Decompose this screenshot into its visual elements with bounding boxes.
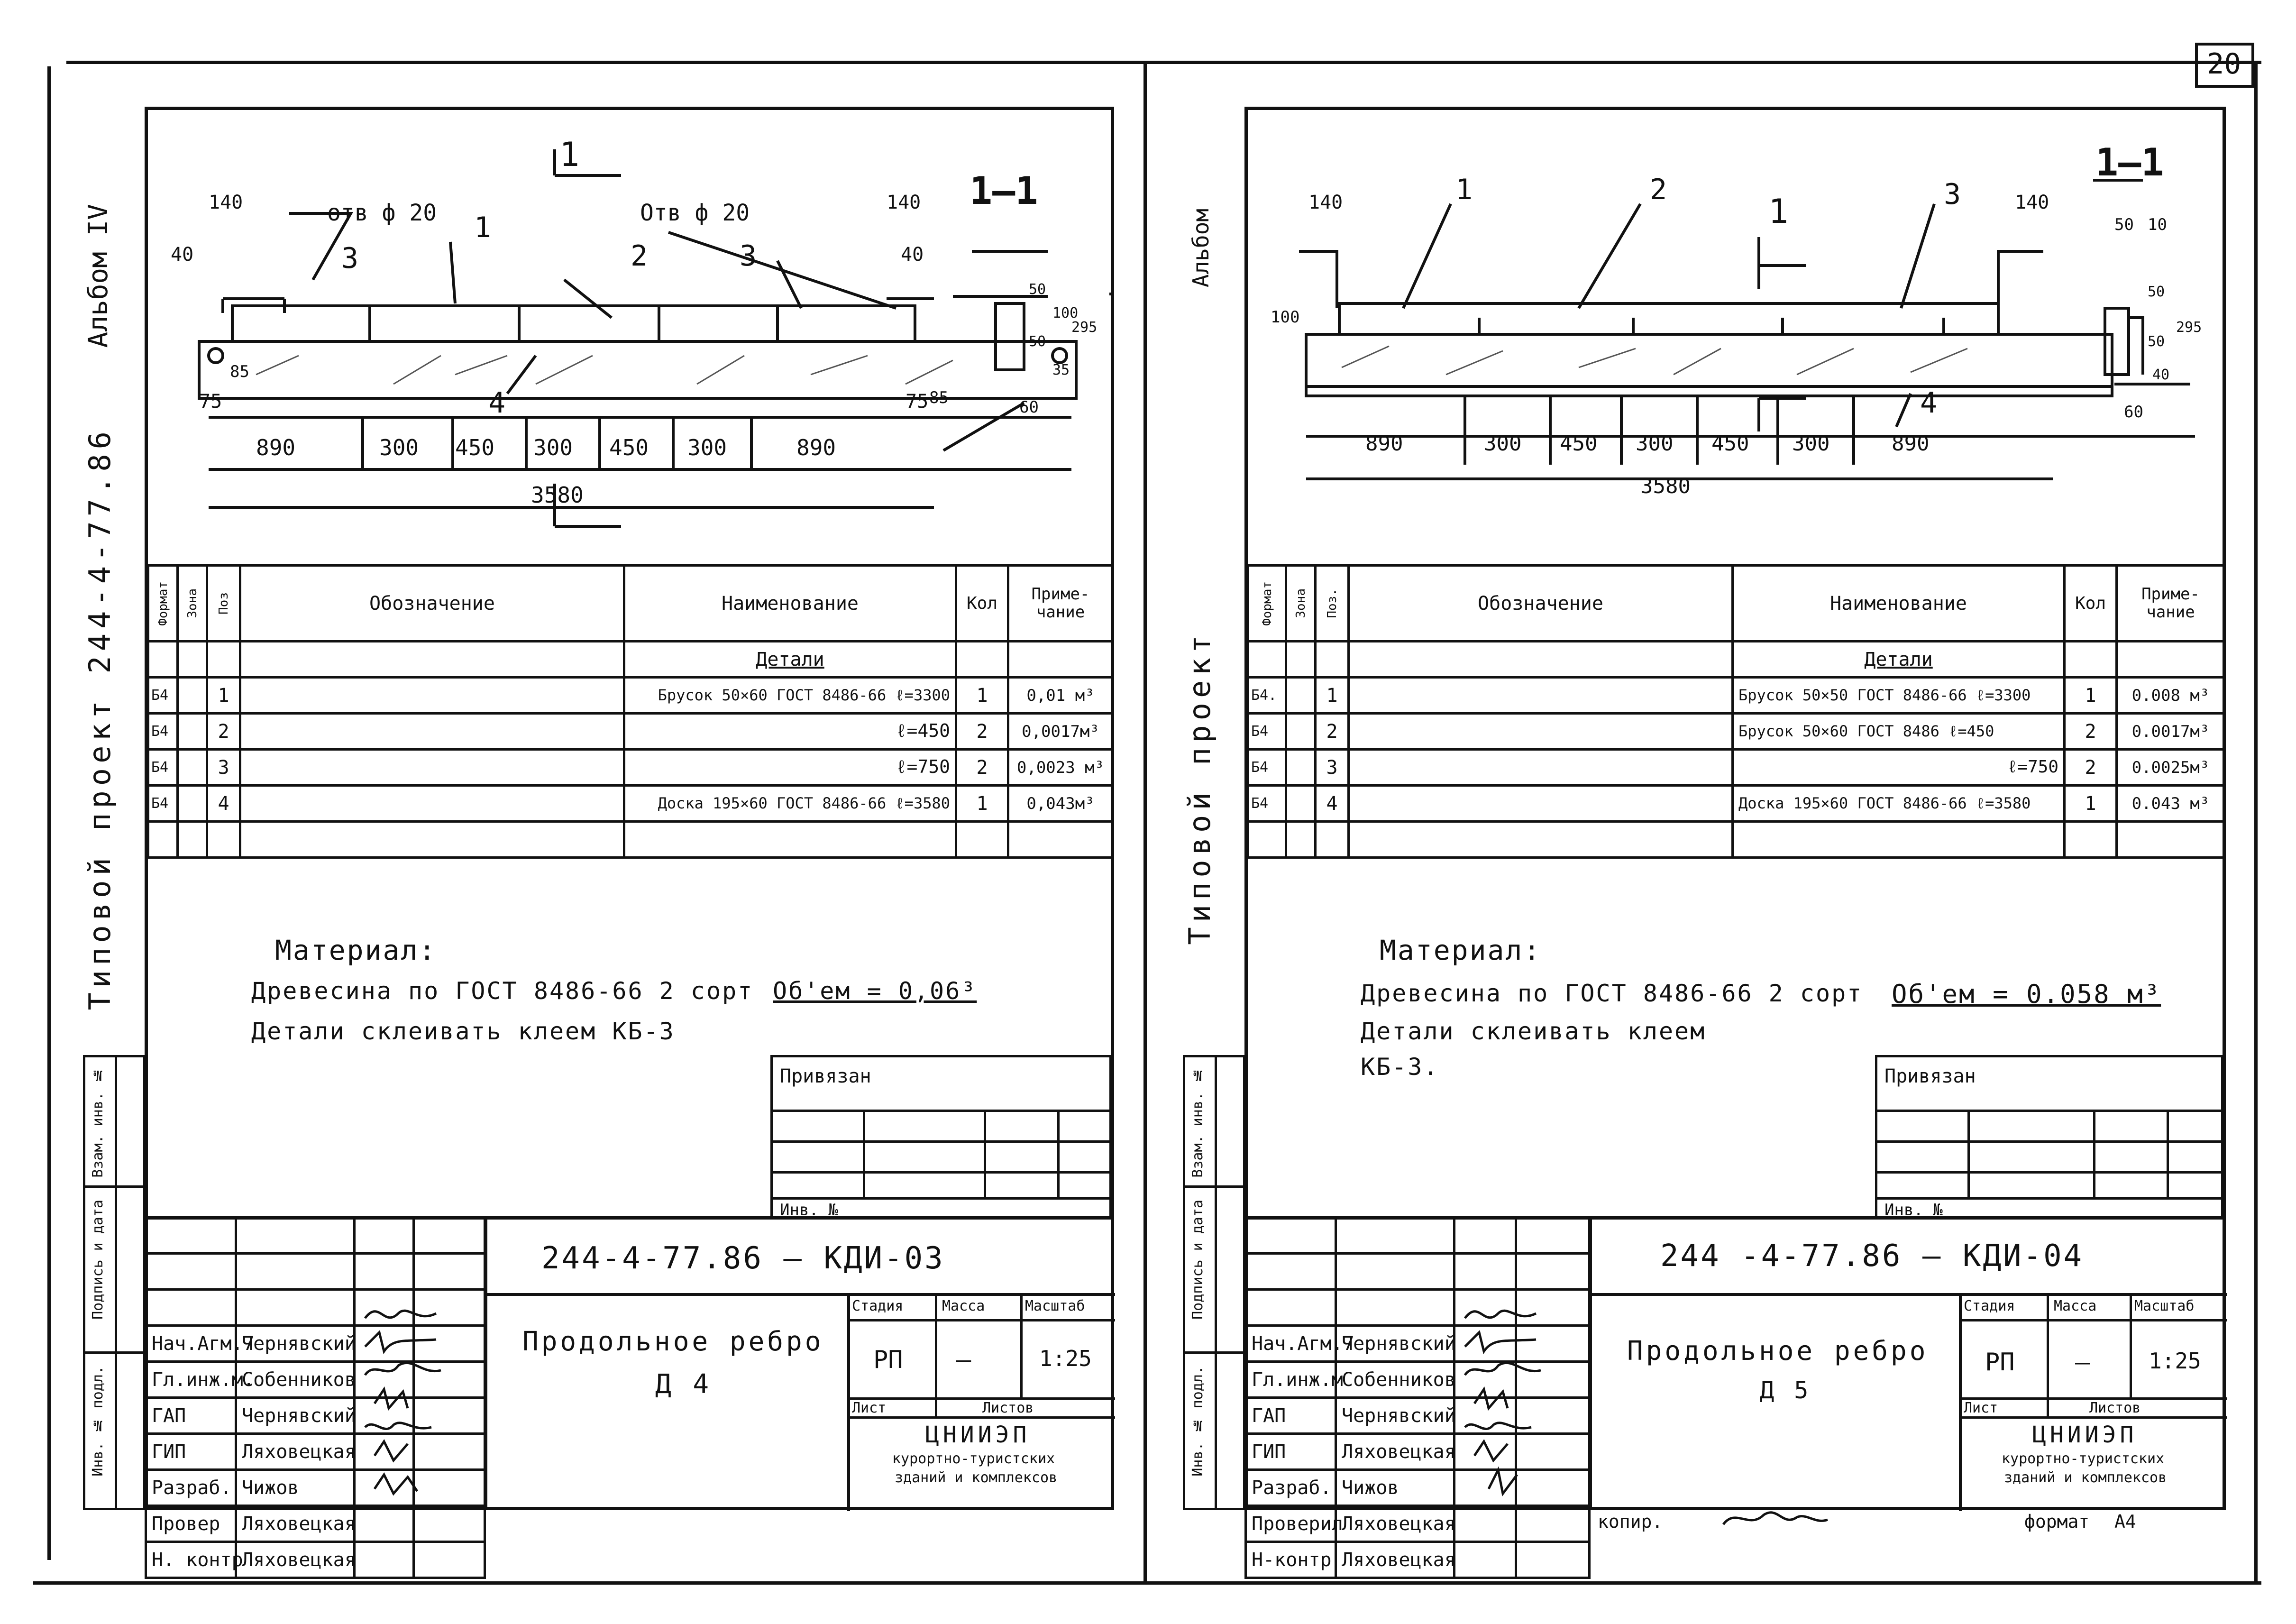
right-r3-format: Б4 xyxy=(1248,750,1286,786)
right-callout-2: 2 xyxy=(1650,173,1667,206)
right-s1-role: Нач.Агм.7 xyxy=(1246,1326,1336,1362)
left-r2-format: Б4 xyxy=(148,714,178,750)
left-r1-name: Брусок 50×60 ГОСТ 8486-66 ℓ=3300 xyxy=(624,678,956,714)
left-r2-qty: 2 xyxy=(956,714,1008,750)
left-org-3: зданий и комплексов xyxy=(895,1469,1058,1486)
left-s3-name: Чернявский xyxy=(236,1398,355,1434)
left-s6-role: Провер xyxy=(146,1506,236,1542)
left-spec-table xyxy=(147,564,1114,859)
right-r4-format: Б4 xyxy=(1248,786,1286,822)
left-side-album: Альбом IV xyxy=(83,204,114,348)
left-material-title: Материал: xyxy=(275,934,437,966)
left-sdim-2: 50 xyxy=(1029,333,1046,350)
left-stage-h3: Масштаб xyxy=(1025,1298,1085,1314)
left-hole-label-1: отв ф 20 xyxy=(327,200,437,226)
format-value: А4 xyxy=(2114,1511,2136,1532)
left-spec-group: Детали xyxy=(624,642,956,678)
left-drawing xyxy=(147,109,1112,564)
right-callout-4: 4 xyxy=(1920,386,1938,420)
right-r3-qty: 2 xyxy=(2065,750,2117,786)
left-r1-qty: 1 xyxy=(956,678,1008,714)
left-h-pos: Поз xyxy=(216,592,231,615)
table-row xyxy=(1248,750,2225,786)
right-r3-name: ℓ=750 xyxy=(1733,750,2065,786)
right-callout-3: 3 xyxy=(1944,178,1961,211)
table-row xyxy=(148,714,1113,750)
left-sdim-6: 35 xyxy=(1052,362,1070,378)
left-dim-85b: 85 xyxy=(929,388,949,407)
right-stage-v2: — xyxy=(2075,1348,2090,1376)
left-dim-40b: 40 xyxy=(901,244,924,266)
right-r2-pos: 2 xyxy=(1316,714,1349,750)
left-r2-name: ℓ=450 xyxy=(624,714,956,750)
right-r2-qty: 2 xyxy=(2065,714,2117,750)
right-sdim-6: 40 xyxy=(2152,367,2170,383)
right-material-line3: КБ-3. xyxy=(1361,1053,1439,1081)
left-stage-v3: 1:25 xyxy=(1039,1346,1092,1371)
right-stage-v1: РП xyxy=(1985,1348,2015,1376)
right-volume: Об'ем = 0.058 м³ xyxy=(1892,979,2161,1009)
right-s2-role: Гл.инж.м xyxy=(1246,1362,1336,1398)
left-s4-role: ГИП xyxy=(146,1434,236,1470)
right-r3-pos: 3 xyxy=(1316,750,1349,786)
left-sheet-label: Лист xyxy=(852,1400,887,1416)
right-stage-v3: 1:25 xyxy=(2149,1348,2201,1374)
right-stage-h2: Масса xyxy=(2054,1298,2097,1314)
right-spec-table xyxy=(1247,564,2226,859)
left-side-project: Типовой проект 244-4-77.86 xyxy=(82,427,117,1010)
table-row xyxy=(1248,678,2225,714)
right-h-name: Наименование xyxy=(1733,566,2065,642)
right-r2-note: 0.0017м³ xyxy=(2117,714,2225,750)
left-stage-h1: Стадия xyxy=(852,1298,904,1314)
left-inv-no: Инв. № xyxy=(780,1201,838,1220)
left-section-mark: 1 xyxy=(559,135,580,174)
right-inv-no: Инв. № xyxy=(1884,1201,1943,1220)
left-bdim-6: 300 xyxy=(687,435,727,460)
right-r2-format: Б4 xyxy=(1248,714,1286,750)
right-s6-name: Ляховецкая xyxy=(1336,1506,1454,1542)
table-row xyxy=(148,750,1113,786)
right-s2-name: Собенников xyxy=(1336,1362,1454,1398)
right-sheet-label: Лист xyxy=(1964,1400,1998,1416)
right-sdim-2: 10 xyxy=(2148,215,2167,234)
left-org-1: ЦНИИЭП xyxy=(925,1422,1031,1448)
left-material-line2: Детали склеивать клеем КБ-3 xyxy=(251,1018,675,1045)
left-dim-140a: 140 xyxy=(209,192,243,213)
left-doc-title: Продольное ребро xyxy=(522,1326,824,1357)
left-s7-role: Н. контр xyxy=(146,1542,236,1578)
left-privyazan: Привязан xyxy=(780,1065,871,1087)
left-r4-note: 0,043м³ xyxy=(1008,786,1113,822)
right-r1-name: Брусок 50×50 ГОСТ 8486-66 ℓ=3300 xyxy=(1733,678,2065,714)
left-stage-v1: РП xyxy=(873,1346,903,1374)
outer-left-line xyxy=(47,66,51,1560)
outer-right-line xyxy=(2254,61,2258,1583)
left-h-qty: Кол xyxy=(956,566,1008,642)
right-section-title: 1—1 xyxy=(2095,140,2164,184)
left-doc-subtitle: Д 4 xyxy=(655,1369,712,1400)
left-h-format: Формат xyxy=(156,581,170,626)
right-org-3: зданий и комплексов xyxy=(2004,1469,2167,1486)
left-stage-h2: Масса xyxy=(942,1298,985,1314)
right-dim-140b: 140 xyxy=(2015,192,2049,213)
right-doc-code: 244 -4-77.86 – КДИ-04 xyxy=(1660,1239,2084,1274)
left-s1-role: Нач.Агм.7 xyxy=(146,1326,236,1362)
right-s3-name: Чернявский xyxy=(1336,1398,1454,1434)
right-sdim-3: 50 xyxy=(2148,284,2165,300)
left-dim-40a: 40 xyxy=(171,244,194,266)
outer-top-line xyxy=(66,61,2261,64)
right-s5-name: Чижов xyxy=(1336,1470,1454,1506)
page-number: 20 xyxy=(2207,47,2241,81)
right-bdim-2: 300 xyxy=(1484,431,1522,456)
table-row xyxy=(1248,714,2225,750)
left-sdim-1: 50 xyxy=(1029,281,1046,298)
left-r1-format: Б4 xyxy=(148,678,178,714)
left-r1-note: 0,01 м³ xyxy=(1008,678,1113,714)
left-h-name: Наименование xyxy=(624,566,956,642)
right-sheets-label: Листов xyxy=(2089,1400,2141,1416)
table-row xyxy=(148,786,1113,822)
right-s4-name: Ляховецкая xyxy=(1336,1434,1454,1470)
right-h-pos: Поз. xyxy=(1325,588,1339,618)
left-r4-qty: 1 xyxy=(956,786,1008,822)
table-row xyxy=(148,678,1113,714)
right-s4-role: ГИП xyxy=(1246,1434,1336,1470)
right-bdim-1: 890 xyxy=(1365,431,1403,456)
right-r1-format: Б4. xyxy=(1248,678,1286,714)
left-callout-2: 2 xyxy=(631,239,648,273)
left-r4-format: Б4 xyxy=(148,786,178,822)
right-sdim-5: 295 xyxy=(2176,319,2202,336)
left-s6-name: Ляховецкая xyxy=(236,1506,355,1542)
left-h-note: Приме-чание xyxy=(1008,566,1113,642)
left-h-zone: Зона xyxy=(185,588,200,618)
left-doc-code: 244-4-77.86 – КДИ-03 xyxy=(541,1241,945,1276)
left-stamp-vzam: Взам. инв. № xyxy=(90,1067,106,1178)
right-section-mark: 1 xyxy=(1768,192,1789,231)
left-r3-note: 0,0023 м³ xyxy=(1008,750,1113,786)
left-dim-85a: 85 xyxy=(230,362,249,381)
right-s7-name: Ляховецкая xyxy=(1336,1542,1454,1578)
left-r3-format: Б4 xyxy=(148,750,178,786)
right-r1-pos: 1 xyxy=(1316,678,1349,714)
right-doc-subtitle: Д 5 xyxy=(1760,1376,1811,1404)
left-volume: Об'ем = 0,06³ xyxy=(773,977,977,1005)
left-r3-qty: 2 xyxy=(956,750,1008,786)
right-r4-name: Доска 195×60 ГОСТ 8486-66 ℓ=3580 xyxy=(1733,786,2065,822)
left-bdim-4: 300 xyxy=(533,435,573,460)
left-sdim-3: 100 xyxy=(1052,305,1079,321)
right-bdim-7: 890 xyxy=(1892,431,1930,456)
right-bdim-6: 300 xyxy=(1792,431,1830,456)
left-sheets-label: Листов xyxy=(982,1400,1034,1416)
right-h-zone: Зона xyxy=(1293,588,1308,618)
right-material-title: Материал: xyxy=(1380,934,1542,966)
left-r4-pos: 4 xyxy=(207,786,240,822)
right-r4-note: 0.043 м³ xyxy=(2117,786,2225,822)
right-stage-h3: Масштаб xyxy=(2134,1298,2195,1314)
table-row xyxy=(1246,1542,1590,1578)
right-side-project: Типовой проект xyxy=(1182,631,1217,945)
left-callout-4: 4 xyxy=(488,386,506,420)
right-stamp-vzam: Взам. инв. № xyxy=(1189,1067,1206,1178)
right-sdim-4: 50 xyxy=(2148,333,2165,350)
right-bdim-3: 450 xyxy=(1560,431,1598,456)
left-r4-name: Доска 195×60 ГОСТ 8486-66 ℓ=3580 xyxy=(624,786,956,822)
left-dim-140b: 140 xyxy=(887,192,921,213)
kopir-label: копир. xyxy=(1598,1511,1663,1532)
left-sdim-5: 60 xyxy=(1019,398,1039,417)
left-callout-1: 1 xyxy=(474,211,492,244)
left-bdim-5: 450 xyxy=(609,435,649,460)
right-stamp-inv: Инв. № подл. xyxy=(1189,1366,1206,1477)
left-section-title: 1—1 xyxy=(970,169,1038,213)
right-side-stamp xyxy=(1183,1055,1245,1510)
right-h-designation: Обозначение xyxy=(1349,566,1733,642)
right-h-note: Приме-чание xyxy=(2117,566,2225,642)
left-material-line1: Древесина по ГОСТ 8486-66 2 сорт xyxy=(251,977,754,1005)
right-stage-h1: Стадия xyxy=(1964,1298,2015,1314)
right-r1-note: 0.008 м³ xyxy=(2117,678,2225,714)
format-label: формат xyxy=(2024,1511,2090,1532)
table-row xyxy=(1246,1506,1590,1542)
right-r2-name: Брусок 50×60 ГОСТ 8486 ℓ=450 xyxy=(1733,714,2065,750)
right-spec-group: Детали xyxy=(1733,642,2065,678)
left-r2-pos: 2 xyxy=(207,714,240,750)
right-privyazan-block xyxy=(1875,1055,2223,1219)
right-r1-qty: 1 xyxy=(2065,678,2117,714)
left-stamp-podpis: Подпись и дата xyxy=(90,1200,106,1320)
right-material-line1: Древесина по ГОСТ 8486-66 2 сорт xyxy=(1361,980,1863,1007)
left-org-2: курортно-туристских xyxy=(892,1450,1055,1467)
table-row xyxy=(1248,786,2225,822)
left-hole-label-2: Отв ф 20 xyxy=(640,200,750,226)
right-overall-dim: 3580 xyxy=(1640,474,1691,498)
left-r2-note: 0,0017м³ xyxy=(1008,714,1113,750)
right-h-qty: Кол xyxy=(2065,566,2117,642)
right-r4-qty: 1 xyxy=(2065,786,2117,822)
right-drawing xyxy=(1247,109,2223,564)
right-sdim-7: 60 xyxy=(2124,403,2143,422)
left-privyazan-block xyxy=(770,1055,1112,1219)
left-stage-v2: — xyxy=(956,1346,971,1374)
left-s7-name: Ляховецкая xyxy=(236,1542,355,1578)
left-s5-name: Чижов xyxy=(236,1470,355,1506)
right-side-album: Альбом xyxy=(1188,209,1214,288)
right-bdim-4: 300 xyxy=(1636,431,1674,456)
right-r3-note: 0.0025м³ xyxy=(2117,750,2225,786)
right-dim-100: 100 xyxy=(1271,308,1300,327)
left-callout-3b: 3 xyxy=(740,239,757,273)
right-material-line2: Детали склеивать клеем xyxy=(1361,1018,1706,1045)
right-doc-title: Продольное ребро xyxy=(1627,1336,1929,1367)
left-s2-name: Собенников xyxy=(236,1362,355,1398)
left-sdim-4: 295 xyxy=(1071,319,1098,336)
left-bdim-2: 300 xyxy=(379,435,419,460)
right-bdim-5: 450 xyxy=(1711,431,1749,456)
left-dim-75a: 75 xyxy=(199,391,222,413)
table-row xyxy=(146,1506,485,1542)
right-s6-role: Проверил xyxy=(1246,1506,1336,1542)
right-signatures xyxy=(1455,1299,1550,1498)
left-bdim-3: 450 xyxy=(455,435,495,460)
right-sdim-1: 50 xyxy=(2114,215,2134,234)
left-r1-pos: 1 xyxy=(207,678,240,714)
right-org-1: ЦНИИЭП xyxy=(2032,1422,2138,1448)
center-fold-line xyxy=(1143,61,1147,1583)
left-s5-role: Разраб. xyxy=(146,1470,236,1506)
left-r3-pos: 3 xyxy=(207,750,240,786)
right-dim-140a: 140 xyxy=(1308,192,1343,213)
right-s5-role: Разраб. xyxy=(1246,1470,1336,1506)
left-side-stamp xyxy=(83,1055,146,1510)
left-s1-name: Чернявский xyxy=(236,1326,355,1362)
right-s1-name: Чернявский xyxy=(1336,1326,1454,1362)
right-stamp-podpis: Подпись и дата xyxy=(1189,1200,1206,1320)
left-bdim-1: 890 xyxy=(256,435,296,460)
left-stamp-inv: Инв. № подл. xyxy=(90,1366,106,1477)
left-s4-name: Ляховецкая xyxy=(236,1434,355,1470)
left-signatures xyxy=(356,1299,450,1498)
table-row xyxy=(146,1542,485,1578)
left-s3-role: ГАП xyxy=(146,1398,236,1434)
left-callout-3a: 3 xyxy=(341,242,359,275)
left-h-designation: Обозначение xyxy=(240,566,624,642)
right-s3-role: ГАП xyxy=(1246,1398,1336,1434)
left-s2-role: Гл.инж.м. xyxy=(146,1362,236,1398)
outer-bottom-line xyxy=(33,1581,2261,1585)
left-bdim-7: 890 xyxy=(796,435,836,460)
left-dim-75b: 75 xyxy=(906,391,929,413)
left-overall-dim: 3580 xyxy=(531,482,584,508)
right-r4-pos: 4 xyxy=(1316,786,1349,822)
right-callout-1: 1 xyxy=(1455,173,1473,206)
left-r3-name: ℓ=750 xyxy=(624,750,956,786)
right-privyazan: Привязан xyxy=(1884,1065,1976,1087)
right-s7-role: Н-контр xyxy=(1246,1542,1336,1578)
right-org-2: курортно-туристских xyxy=(2002,1450,2165,1467)
right-h-format: Формат xyxy=(1260,581,1274,626)
